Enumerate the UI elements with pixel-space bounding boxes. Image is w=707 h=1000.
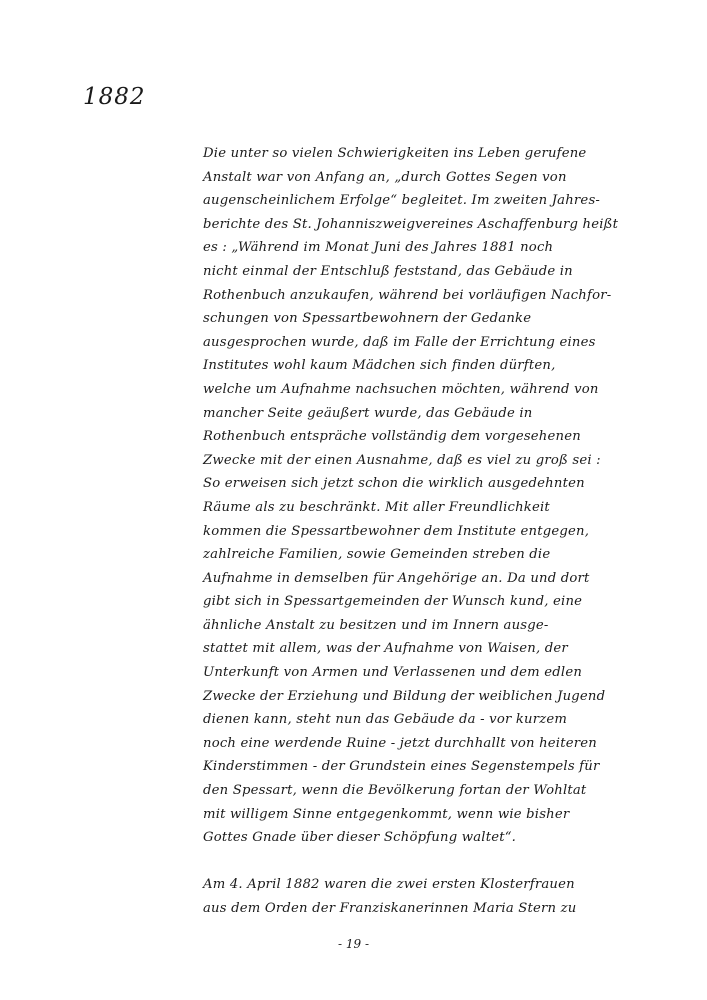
text-line: Institutes wohl kaum Mädchen sich finden dürften, bbox=[203, 358, 556, 374]
text-line: nicht einmal der Entschluß feststand, das Gebäude in bbox=[203, 263, 573, 279]
page-number: - 19 - bbox=[337, 937, 369, 951]
paragraph-gap bbox=[203, 850, 633, 874]
text-line: Am 4. April 1882 waren die zwei ersten Klosterfrauen bbox=[203, 877, 575, 893]
text-line: Die unter so vielen Schwierigkeiten ins Leben gerufene bbox=[203, 146, 587, 161]
text-line: Rothenbuch entspräche vollständig dem vorgesehenen bbox=[203, 429, 581, 445]
text-line: aus dem Orden der Franziskanerinnen Maria Stern zu bbox=[203, 901, 577, 916]
body-text bbox=[203, 142, 633, 921]
text-line: zahlreiche Familien, sowie Gemeinden streben die bbox=[203, 547, 551, 563]
paragraph-2 bbox=[203, 873, 633, 920]
text-line: Gottes Gnade über dieser Schöpfung waltet“. bbox=[203, 830, 517, 846]
text-line: Aufnahme in demselben für Angehörige an. Da und dort bbox=[203, 570, 590, 586]
year-heading: 1882 bbox=[83, 84, 146, 110]
text-line: welche um Aufnahme nachsuchen möchten, während von bbox=[203, 381, 599, 397]
paragraph-1 bbox=[203, 142, 633, 850]
text-line: augenscheinlichem Erfolge“ begleitet. Im zweiten Jahres- bbox=[203, 193, 601, 209]
text-line: berichte des St. Johanniszweigvereines Aschaffenburg heißt bbox=[203, 216, 619, 232]
text-line: Rothenbuch anzukaufen, während bei vorläufigen Nachfor- bbox=[203, 287, 612, 303]
text-line: mancher Seite geäußert wurde, das Gebäude in bbox=[203, 405, 533, 421]
text-line: So erweisen sich jetzt schon die wirklich ausgedehnten bbox=[203, 476, 585, 492]
text-line: es : „Während im Monat Juni des Jahres 1881 noch bbox=[203, 240, 554, 256]
text-line: Anstalt war von Anfang an, „durch Gottes Segen von bbox=[203, 169, 567, 185]
text-line: Zwecke mit der einen Ausnahme, daß es viel zu groß sei : bbox=[203, 452, 601, 468]
text-line: den Spessart, wenn die Bevölkerung fortan der Wohltat bbox=[203, 783, 587, 799]
text-line: ausgesprochen wurde, daß im Falle der Errichtung eines bbox=[203, 334, 596, 350]
text-line: Zwecke der Erziehung und Bildung der weiblichen Jugend bbox=[203, 688, 606, 704]
text-line: ähnliche Anstalt zu besitzen und im Innern ausge- bbox=[203, 617, 549, 633]
text-line: Räume als zu beschränkt. Mit aller Freundlichkeit bbox=[203, 499, 550, 515]
text-line: noch eine werdende Ruine - jetzt durchhallt von heiteren bbox=[203, 735, 597, 751]
text-line: Unterkunft von Armen und Verlassenen und dem edlen bbox=[203, 665, 583, 681]
text-line: stattet mit allem, was der Aufnahme von Waisen, der bbox=[203, 641, 568, 657]
text-line: dienen kann, steht nun das Gebäude da - vor kurzem bbox=[203, 712, 568, 728]
text-line: Kinderstimmen - der Grundstein eines Segenstempels für bbox=[203, 759, 600, 775]
text-line: gibt sich in Spessartgemeinden der Wunsch kund, eine bbox=[203, 594, 583, 610]
text-line: mit willigem Sinne entgegenkommt, wenn wie bisher bbox=[203, 806, 570, 822]
text-line: schungen von Spessartbewohnern der Gedanke bbox=[203, 311, 532, 327]
text-line: kommen die Spessartbewohner dem Institute entgegen, bbox=[203, 523, 590, 539]
